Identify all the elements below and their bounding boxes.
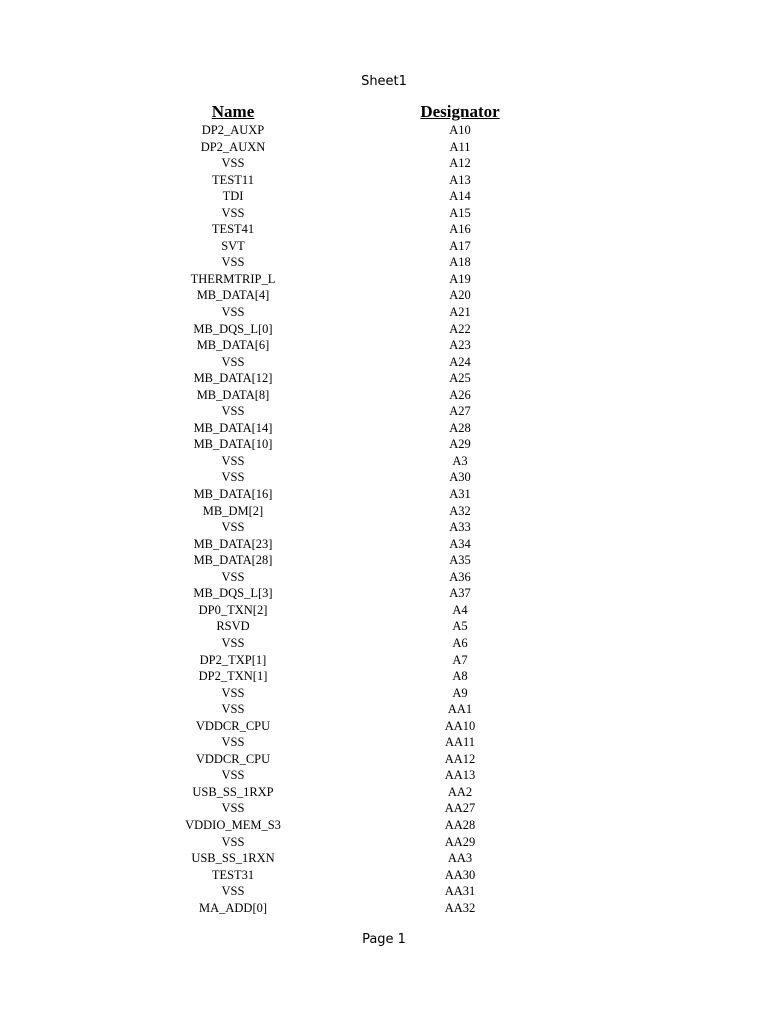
pin-name-cell: MB_DATA[6]: [196, 338, 270, 353]
pin-name-cell: USB_SS_1RXN: [191, 851, 275, 866]
pin-name-cell: VDDCR_CPU: [195, 718, 271, 733]
table-row: [0, 734, 768, 751]
pin-designator-cell: A12: [449, 156, 471, 171]
pin-designator-cell: AA13: [444, 768, 476, 783]
table-row: [0, 503, 768, 520]
pin-name-cell: VSS: [221, 354, 245, 369]
pin-designator-cell: AA31: [444, 884, 476, 899]
table-header-row: [0, 102, 768, 122]
table-row: [0, 767, 768, 784]
table-row: [0, 685, 768, 702]
pin-designator-cell: A32: [449, 503, 471, 518]
pin-designator-cell: AA2: [447, 784, 473, 799]
pin-name-cell: DP0_TXN[2]: [198, 602, 268, 617]
table-row: [0, 122, 768, 139]
table-row: [0, 205, 768, 222]
pin-designator-cell: A4: [452, 602, 468, 617]
pin-name-cell: VSS: [221, 255, 245, 270]
pin-name-cell: VSS: [221, 702, 245, 717]
pin-name-cell: RSVD: [216, 619, 250, 634]
column-header-name: Name: [211, 102, 255, 121]
pin-name-cell: MB_DATA[4]: [196, 288, 270, 303]
pin-designator-cell: AA3: [447, 851, 473, 866]
pin-designator-cell: A33: [449, 520, 471, 535]
table-row: [0, 287, 768, 304]
pin-designator-cell: A7: [452, 652, 468, 667]
page-number: Page 1: [362, 932, 406, 947]
pin-designator-cell: A23: [449, 338, 471, 353]
table-row: [0, 304, 768, 321]
pin-name-cell: TEST31: [211, 867, 255, 882]
pin-designator-cell: A20: [449, 288, 471, 303]
pin-designator-cell: A25: [449, 371, 471, 386]
pin-designator-cell: AA10: [444, 718, 476, 733]
pin-name-cell: VSS: [221, 156, 245, 171]
table-row: [0, 139, 768, 156]
table-row: [0, 800, 768, 817]
pin-designator-cell: AA29: [444, 834, 476, 849]
pin-name-cell: VSS: [221, 635, 245, 650]
pin-name-cell: VSS: [221, 520, 245, 535]
table-row: [0, 271, 768, 288]
pin-name-cell: DP2_TXP[1]: [199, 652, 267, 667]
pin-name-cell: MB_DATA[10]: [193, 437, 273, 452]
pin-name-cell: VSS: [221, 735, 245, 750]
pin-name-cell: VSS: [221, 569, 245, 584]
table-row: [0, 519, 768, 536]
pin-name-cell: DP2_AUXN: [200, 139, 266, 154]
table-row: [0, 321, 768, 338]
pin-designator-cell: A27: [449, 404, 471, 419]
pin-designator-cell: A5: [452, 619, 468, 634]
pin-designator-cell: A3: [452, 453, 468, 468]
column-header-designator: Designator: [420, 102, 500, 121]
pin-designator-cell: A15: [449, 205, 471, 220]
table-row: [0, 569, 768, 586]
pin-name-cell: VSS: [221, 685, 245, 700]
pin-designator-cell: A18: [449, 255, 471, 270]
table-row: [0, 585, 768, 602]
pin-designator-cell: AA1: [447, 702, 473, 717]
pin-name-cell: SVT: [221, 238, 245, 253]
table-row: [0, 718, 768, 735]
table-row: [0, 652, 768, 669]
table-row: [0, 188, 768, 205]
pin-designator-cell: AA28: [444, 817, 476, 832]
pin-designator-cell: A6: [452, 635, 468, 650]
table-row: [0, 618, 768, 635]
pin-name-cell: MB_DM[2]: [202, 503, 264, 518]
pin-name-cell: VSS: [221, 205, 245, 220]
table-row: [0, 387, 768, 404]
table-row: [0, 834, 768, 851]
pin-designator-cell: A17: [449, 238, 471, 253]
pin-name-cell: MB_DATA[23]: [193, 536, 273, 551]
table-row: [0, 701, 768, 718]
pin-designator-cell: A19: [449, 271, 471, 286]
sheet-title: Sheet1: [361, 74, 407, 89]
table-row: [0, 536, 768, 553]
pin-name-cell: VSS: [221, 801, 245, 816]
pin-name-cell: THERMTRIP_L: [190, 271, 276, 286]
table-row: [0, 900, 768, 917]
pin-designator-cell: A10: [449, 123, 471, 137]
pin-name-cell: VDDIO_MEM_S3: [185, 817, 281, 832]
pin-name-cell: USB_SS_1RXP: [192, 784, 274, 799]
pin-name-cell: DP2_AUXP: [201, 123, 265, 137]
pin-designator-cell: A36: [449, 569, 471, 584]
pin-designator-cell: A34: [449, 536, 471, 551]
pin-name-cell: VSS: [221, 470, 245, 485]
pin-designator-cell: A29: [449, 437, 471, 452]
table-row: [0, 486, 768, 503]
pin-designator-cell: A35: [449, 553, 471, 568]
table-row: [0, 453, 768, 470]
pin-designator-cell: A9: [452, 685, 468, 700]
pin-name-cell: TDI: [222, 189, 244, 204]
table-row: [0, 254, 768, 271]
table-row: [0, 354, 768, 371]
pin-designator-cell: A22: [449, 321, 471, 336]
pin-designator-cell: A11: [449, 139, 471, 154]
table-row: [0, 552, 768, 569]
pin-designator-cell: AA32: [444, 900, 476, 915]
pin-name-cell: VSS: [221, 884, 245, 899]
table-row: [0, 469, 768, 486]
pin-designator-cell: AA12: [444, 751, 476, 766]
pin-designator-cell: AA27: [444, 801, 476, 816]
pin-designator-cell: A24: [449, 354, 471, 369]
pin-name-cell: MB_DATA[8]: [196, 387, 270, 402]
pin-name-cell: MB_DQS_L[3]: [193, 586, 273, 601]
table-row: [0, 370, 768, 387]
table-row: [0, 436, 768, 453]
pin-name-cell: VSS: [221, 305, 245, 320]
pin-name-cell: MA_ADD[0]: [198, 900, 268, 915]
table-row: [0, 784, 768, 801]
pin-designator-cell: A21: [449, 305, 471, 320]
table-row: [0, 221, 768, 238]
table-row: [0, 635, 768, 652]
table-row: [0, 403, 768, 420]
pin-name-cell: TEST41: [211, 222, 255, 237]
table-row: [0, 337, 768, 354]
table-row: [0, 238, 768, 255]
table-row: [0, 155, 768, 172]
pin-name-cell: MB_DATA[14]: [193, 420, 273, 435]
pin-designator-cell: A37: [449, 586, 471, 601]
pin-name-cell: VDDCR_CPU: [195, 751, 271, 766]
pin-designator-cell: AA30: [444, 867, 476, 882]
pin-name-cell: MB_DATA[28]: [193, 553, 273, 568]
pin-designator-cell: A31: [449, 487, 471, 502]
pin-designator-cell: A26: [449, 387, 471, 402]
table-row: [0, 668, 768, 685]
pin-name-cell: VSS: [221, 768, 245, 783]
table-row: [0, 751, 768, 768]
pin-name-cell: VSS: [221, 834, 245, 849]
pin-name-cell: TEST11: [212, 172, 254, 187]
pin-designator-cell: A30: [449, 470, 471, 485]
table-row: [0, 817, 768, 834]
pin-designator-cell: A28: [449, 420, 471, 435]
pin-name-cell: MB_DATA[16]: [193, 487, 273, 502]
table-row: [0, 172, 768, 189]
pin-designator-cell: A16: [449, 222, 471, 237]
table-row: [0, 850, 768, 867]
pin-name-cell: MB_DATA[12]: [193, 371, 273, 386]
pin-designator-cell: A13: [449, 172, 471, 187]
pin-name-cell: DP2_TXN[1]: [198, 669, 268, 684]
pin-name-cell: VSS: [221, 404, 245, 419]
pin-designator-cell: A14: [449, 189, 471, 204]
table-row: [0, 867, 768, 884]
pin-name-cell: VSS: [221, 453, 245, 468]
table-row: [0, 420, 768, 437]
table-row: [0, 602, 768, 619]
pin-designator-cell: A8: [452, 669, 468, 684]
pin-name-cell: MB_DQS_L[0]: [193, 321, 273, 336]
pin-table: [0, 102, 768, 916]
pin-designator-cell: AA11: [444, 735, 476, 750]
table-row: [0, 883, 768, 900]
